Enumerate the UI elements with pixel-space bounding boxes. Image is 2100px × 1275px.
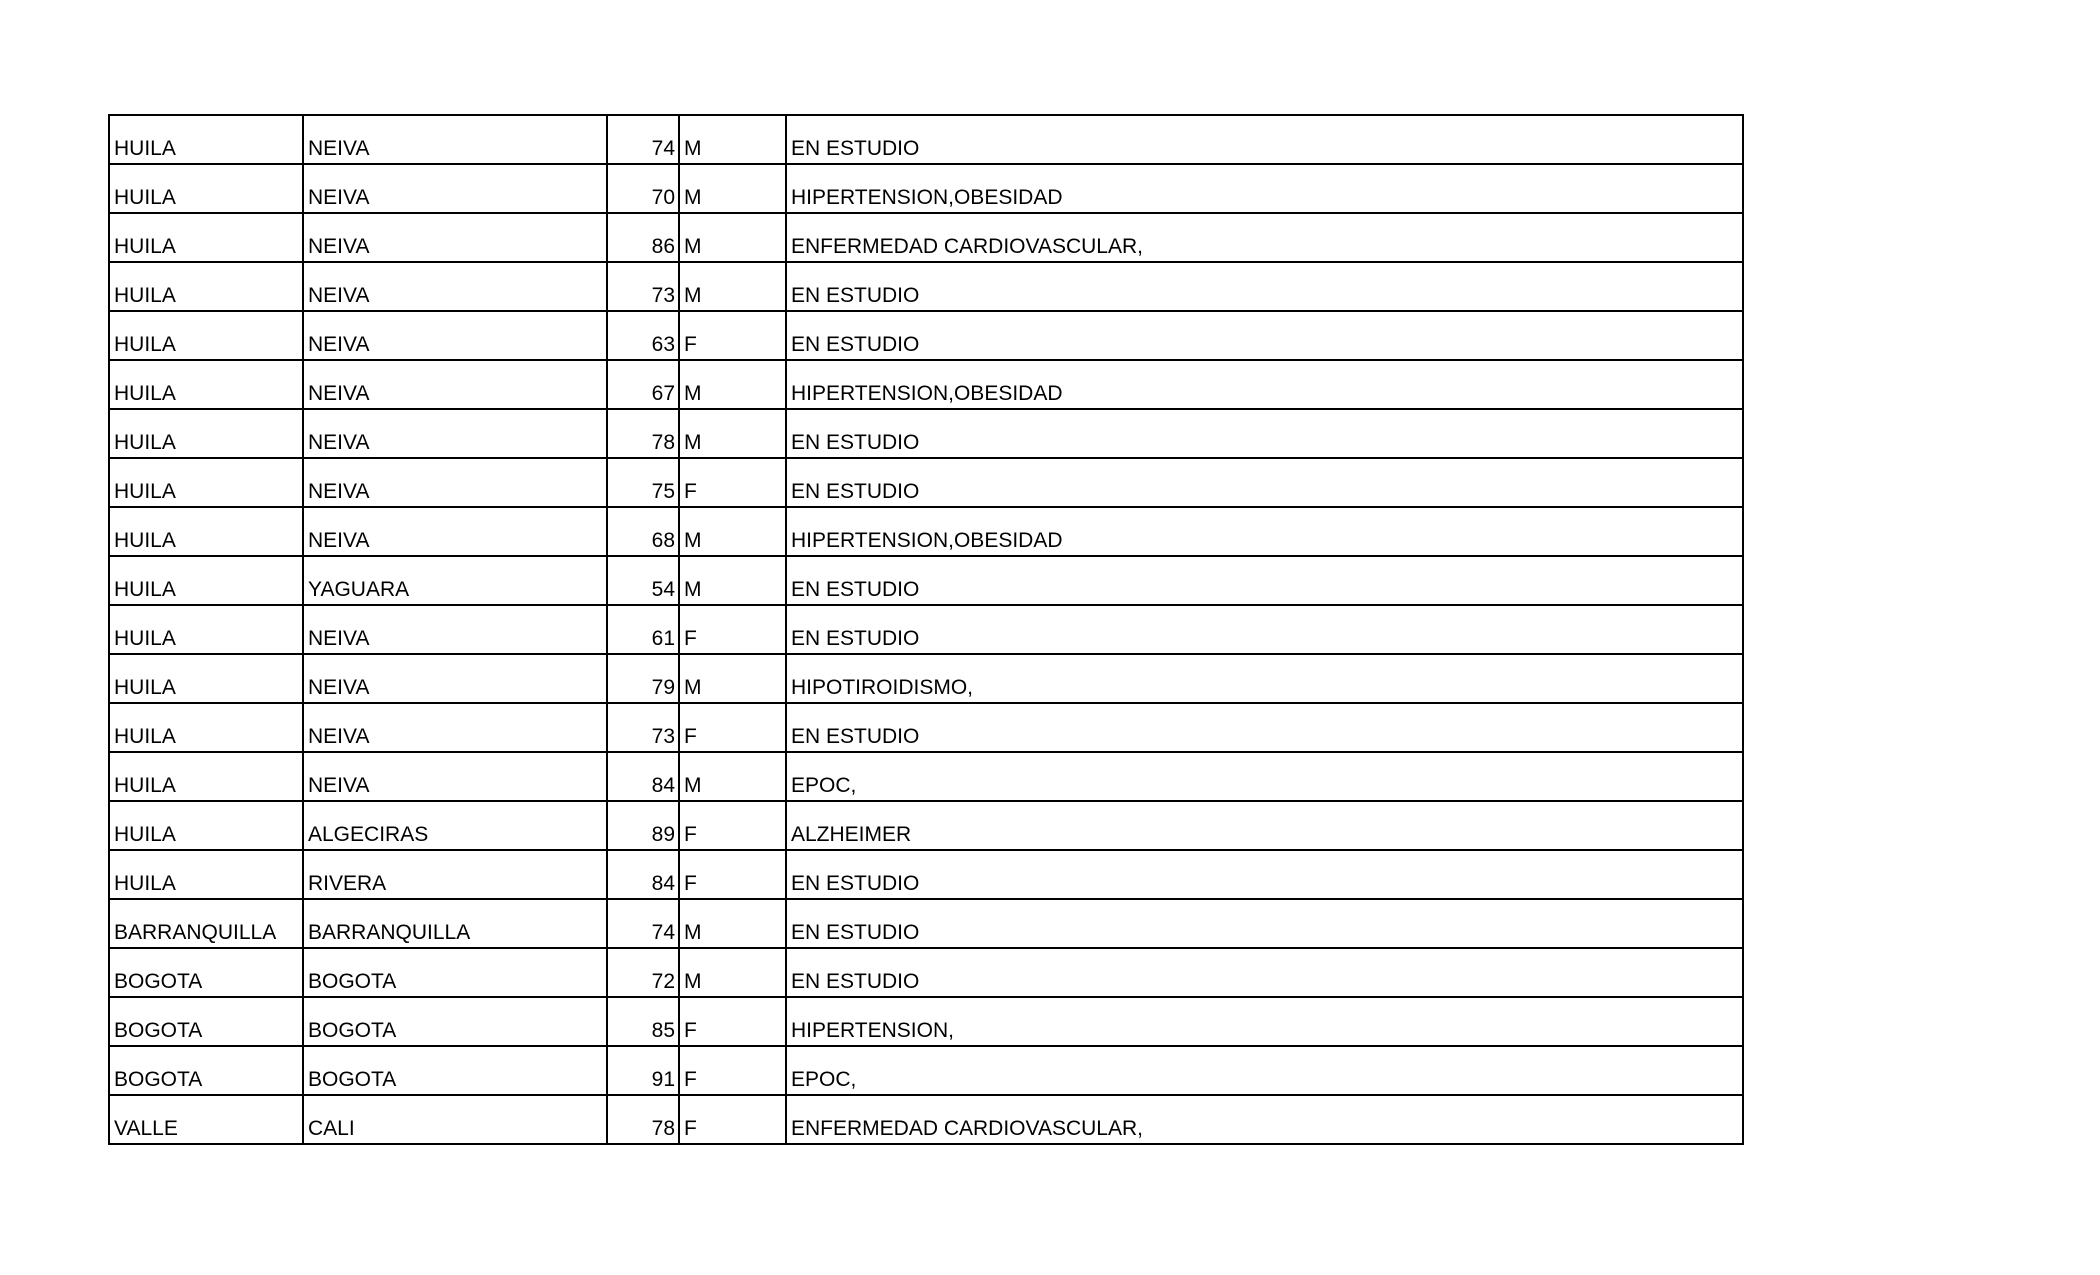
municipality-cell: ALGECIRAS [303,801,607,850]
sex-cell: F [679,1046,786,1095]
department-cell: HUILA [109,115,303,164]
municipality-cell: NEIVA [303,262,607,311]
age-cell: 84 [607,752,679,801]
department-cell: BOGOTA [109,948,303,997]
sex-cell: F [679,801,786,850]
department-cell: VALLE [109,1095,303,1144]
table-row [109,801,1743,850]
table-row [109,948,1743,997]
age-cell: 91 [607,1046,679,1095]
department-cell: BARRANQUILLA [109,899,303,948]
condition-cell: EPOC, [786,1046,1743,1095]
sex-cell: M [679,360,786,409]
department-cell: HUILA [109,703,303,752]
municipality-cell: CALI [303,1095,607,1144]
age-cell: 75 [607,458,679,507]
condition-cell: ENFERMEDAD CARDIOVASCULAR, [786,213,1743,262]
municipality-cell: NEIVA [303,458,607,507]
municipality-cell: NEIVA [303,213,607,262]
condition-cell: EN ESTUDIO [786,458,1743,507]
sex-cell: M [679,213,786,262]
table-row [109,213,1743,262]
age-cell: 61 [607,605,679,654]
table-row [109,458,1743,507]
table-body [109,115,1743,1144]
age-cell: 89 [607,801,679,850]
municipality-cell: BOGOTA [303,948,607,997]
department-cell: HUILA [109,507,303,556]
sex-cell: F [679,850,786,899]
department-cell: HUILA [109,654,303,703]
municipality-cell: BOGOTA [303,997,607,1046]
department-cell: HUILA [109,801,303,850]
municipality-cell: NEIVA [303,605,607,654]
department-cell: HUILA [109,752,303,801]
age-cell: 73 [607,262,679,311]
department-cell: BOGOTA [109,1046,303,1095]
sex-cell: F [679,458,786,507]
sex-cell: F [679,1095,786,1144]
sex-cell: F [679,605,786,654]
condition-cell: ALZHEIMER [786,801,1743,850]
sex-cell: F [679,997,786,1046]
sex-cell: M [679,115,786,164]
sex-cell: M [679,262,786,311]
table-row [109,311,1743,360]
municipality-cell: RIVERA [303,850,607,899]
municipality-cell: NEIVA [303,752,607,801]
department-cell: HUILA [109,311,303,360]
sex-cell: M [679,752,786,801]
table-row [109,850,1743,899]
age-cell: 74 [607,899,679,948]
table-row [109,605,1743,654]
department-cell: HUILA [109,164,303,213]
municipality-cell: NEIVA [303,360,607,409]
age-cell: 63 [607,311,679,360]
age-cell: 74 [607,115,679,164]
sex-cell: M [679,164,786,213]
condition-cell: HIPERTENSION, [786,997,1743,1046]
municipality-cell: NEIVA [303,409,607,458]
sex-cell: M [679,409,786,458]
data-table [108,114,1744,1145]
sex-cell: F [679,311,786,360]
condition-cell: EN ESTUDIO [786,850,1743,899]
municipality-cell: NEIVA [303,164,607,213]
department-cell: HUILA [109,556,303,605]
age-cell: 54 [607,556,679,605]
department-cell: HUILA [109,409,303,458]
condition-cell: EN ESTUDIO [786,409,1743,458]
sex-cell: M [679,899,786,948]
municipality-cell: YAGUARA [303,556,607,605]
sex-cell: M [679,507,786,556]
age-cell: 78 [607,409,679,458]
table-row [109,360,1743,409]
condition-cell: HIPERTENSION,OBESIDAD [786,164,1743,213]
condition-cell: EPOC, [786,752,1743,801]
sex-cell: F [679,703,786,752]
condition-cell: EN ESTUDIO [786,703,1743,752]
condition-cell: EN ESTUDIO [786,262,1743,311]
age-cell: 79 [607,654,679,703]
age-cell: 78 [607,1095,679,1144]
age-cell: 68 [607,507,679,556]
condition-cell: EN ESTUDIO [786,605,1743,654]
municipality-cell: NEIVA [303,654,607,703]
condition-cell: HIPOTIROIDISMO, [786,654,1743,703]
table-row [109,507,1743,556]
sex-cell: M [679,654,786,703]
age-cell: 85 [607,997,679,1046]
department-cell: HUILA [109,213,303,262]
condition-cell: EN ESTUDIO [786,948,1743,997]
age-cell: 67 [607,360,679,409]
table-row [109,752,1743,801]
table-row [109,1046,1743,1095]
table-row [109,1095,1743,1144]
condition-cell: EN ESTUDIO [786,556,1743,605]
municipality-cell: NEIVA [303,507,607,556]
condition-cell: EN ESTUDIO [786,311,1743,360]
table-row [109,409,1743,458]
municipality-cell: NEIVA [303,703,607,752]
table-row [109,899,1743,948]
table-row [109,262,1743,311]
table-row [109,997,1743,1046]
municipality-cell: NEIVA [303,115,607,164]
department-cell: HUILA [109,360,303,409]
department-cell: HUILA [109,458,303,507]
department-cell: HUILA [109,850,303,899]
condition-cell: EN ESTUDIO [786,899,1743,948]
condition-cell: EN ESTUDIO [786,115,1743,164]
department-cell: BOGOTA [109,997,303,1046]
sex-cell: M [679,948,786,997]
age-cell: 84 [607,850,679,899]
condition-cell: HIPERTENSION,OBESIDAD [786,360,1743,409]
age-cell: 86 [607,213,679,262]
department-cell: HUILA [109,262,303,311]
table-row [109,164,1743,213]
condition-cell: HIPERTENSION,OBESIDAD [786,507,1743,556]
department-cell: HUILA [109,605,303,654]
sex-cell: M [679,556,786,605]
condition-cell: ENFERMEDAD CARDIOVASCULAR, [786,1095,1743,1144]
municipality-cell: NEIVA [303,311,607,360]
table-row [109,654,1743,703]
age-cell: 72 [607,948,679,997]
table-row [109,115,1743,164]
age-cell: 70 [607,164,679,213]
table-row [109,703,1743,752]
municipality-cell: BOGOTA [303,1046,607,1095]
age-cell: 73 [607,703,679,752]
municipality-cell: BARRANQUILLA [303,899,607,948]
table-row [109,556,1743,605]
